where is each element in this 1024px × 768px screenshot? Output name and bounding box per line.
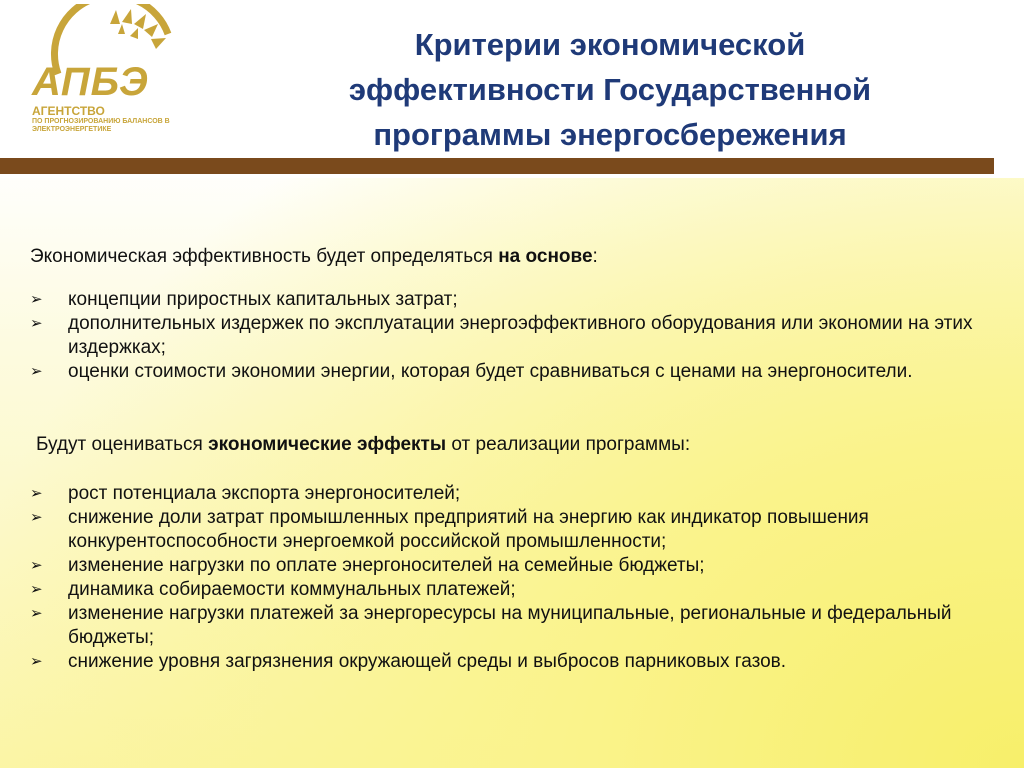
title-line-2: эффективности Государственной (348, 72, 872, 107)
slide-body (0, 178, 1024, 768)
section2-lead-text: Будут оцениваться (36, 434, 209, 455)
list-item (30, 288, 1010, 312)
list-item (30, 554, 1010, 578)
list-item-text: рост потенциала экспорта энергоносителей; (68, 483, 461, 504)
arrow-bullet-icon: ➢ (30, 557, 43, 574)
header (0, 0, 1024, 178)
list-item-text: концепции приростных капитальных затрат; (68, 289, 458, 310)
section2-lead (36, 434, 690, 456)
list-item-text: оценки стоимости экономии энергии, которая будет сравниваться с ценами на энергоносители. (68, 361, 913, 382)
list-item (30, 650, 1010, 674)
arrow-bullet-icon: ➢ (30, 581, 43, 598)
list-item-text: снижение доли затрат промышленных предприятий на энергию как индикатор повышения конкурентоспособности энергоемкой российской промышленности; (68, 507, 869, 552)
list-item (30, 506, 1010, 554)
logo-subtitle: ПО ПРОГНОЗИРОВАНИЮ БАЛАНСОВ В ЭЛЕКТРОЭНЕРГЕТИКЕ (32, 118, 170, 133)
arrow-bullet-icon: ➢ (30, 485, 43, 502)
logo-name: АГЕНТСТВО (32, 104, 105, 118)
list-item-text: динамика собираемости коммунальных платежей; (68, 579, 516, 600)
list-item (30, 482, 1010, 506)
list-item-text: изменение нагрузки платежей за энергоресурсы на муниципальные, региональные и федеральный бюджеты; (68, 603, 952, 648)
section2-list (30, 482, 1010, 674)
arrow-bullet-icon: ➢ (30, 363, 43, 380)
list-item (30, 578, 1010, 602)
list-item-text: изменение нагрузки по оплате энергоносителей на семейные бюджеты; (68, 555, 705, 576)
title-divider (0, 158, 994, 174)
section1-lead (30, 246, 598, 268)
list-item-text: снижение уровня загрязнения окружающей среды и выбросов парниковых газов. (68, 651, 787, 672)
arrow-bullet-icon: ➢ (30, 653, 43, 670)
arrow-bullet-icon: ➢ (30, 509, 43, 526)
list-item-text: дополнительных издержек по эксплуатации энергоэффективного оборудования или экономии на этих издержках; (68, 313, 973, 358)
title-line-1: Критерии экономической (414, 27, 806, 62)
arrow-bullet-icon: ➢ (30, 291, 43, 308)
arrow-bullet-icon: ➢ (30, 315, 43, 332)
section2-lead-bold: экономические эффекты (208, 434, 447, 455)
list-item (30, 360, 1010, 384)
list-item (30, 312, 1010, 360)
list-item (30, 602, 1010, 650)
section2-lead-end: от реализации программы: (446, 434, 691, 455)
section1-lead-text: Экономическая эффективность будет определяться (30, 246, 499, 267)
section1-lead-end: : (592, 246, 598, 267)
arrow-bullet-icon: ➢ (30, 605, 43, 622)
page-title (270, 22, 950, 157)
section1-list (30, 288, 1010, 384)
section1-lead-bold: на основе (498, 246, 593, 267)
company-logo (18, 4, 178, 134)
title-line-3: программы энергосбережения (373, 117, 847, 152)
logo-abbreviation: АПБЭ (32, 60, 149, 104)
